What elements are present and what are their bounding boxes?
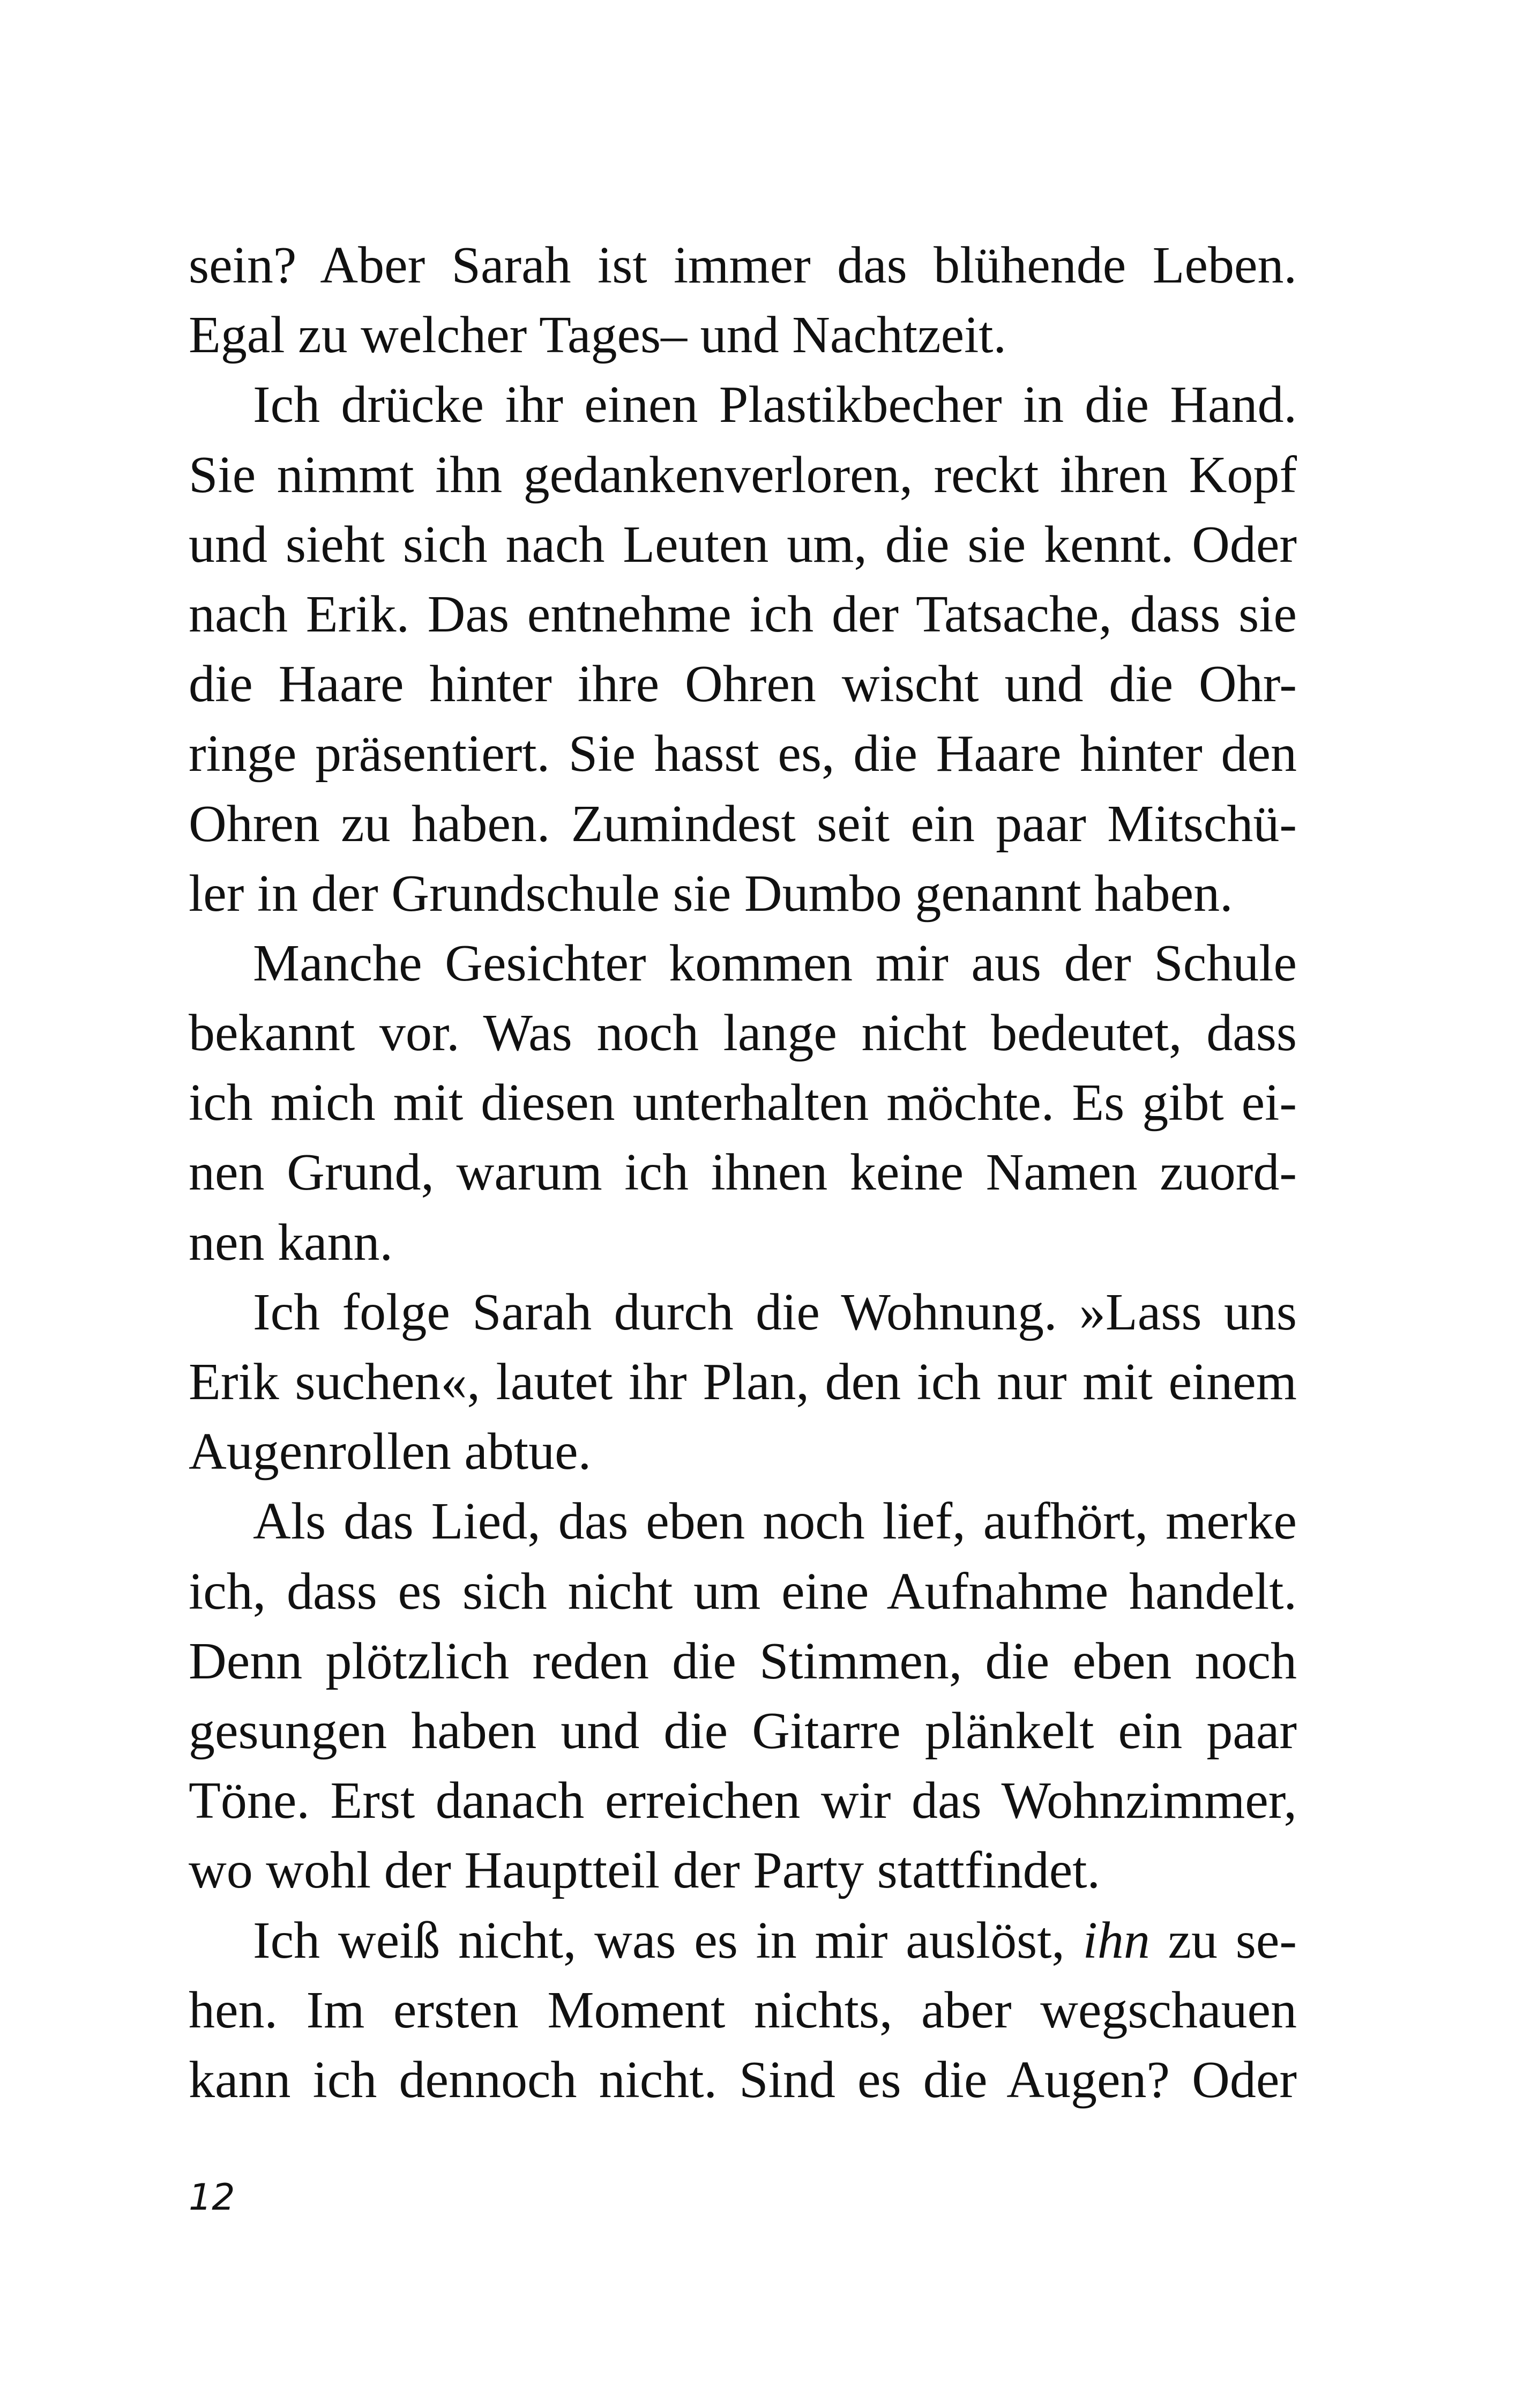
text-line: hen. Im ersten Moment nichts, aber wegschauen bbox=[189, 1981, 1297, 2039]
text-fragment: Ich weiß nicht, was es in mir auslöst, bbox=[253, 1911, 1083, 1969]
text-line: Denn plötzlich reden die Stimmen, die eben noch bbox=[189, 1632, 1297, 1690]
text-line: sein? Aber Sarah ist immer das blühende Leben. bbox=[189, 236, 1297, 294]
text-line: die Haare hinter ihre Ohren wischt und die Ohr- bbox=[189, 655, 1297, 714]
text-line: kann ich dennoch nicht. Sind es die Augen? Oder bbox=[189, 2050, 1297, 2109]
text-line: Egal zu welcher Tages– und Nachtzeit. bbox=[189, 306, 1007, 365]
text-line: ringe präsentiert. Sie hasst es, die Haare hinter den bbox=[189, 725, 1297, 783]
text-line: ler in der Grundschule sie Dumbo genannt haben. bbox=[189, 864, 1233, 923]
page-number: 12 bbox=[189, 2176, 235, 2219]
text-line: wo wohl der Hauptteil der Party stattfindet. bbox=[189, 1841, 1100, 1900]
body-text bbox=[189, 231, 1297, 2115]
text-line: nach Erik. Das entnehme ich der Tatsache, dass sie bbox=[189, 585, 1297, 643]
text-line: Augenrollen abtue. bbox=[189, 1423, 592, 1481]
text-line: Manche Gesichter kommen mir aus der Schule bbox=[253, 934, 1297, 992]
text-line: ich, dass es sich nicht um eine Aufnahme handelt. bbox=[189, 1562, 1297, 1621]
text-line: Ohren zu haben. Zumindest seit ein paar Mitschü- bbox=[189, 794, 1297, 853]
text-line: gesungen haben und die Gitarre plänkelt ein paar bbox=[189, 1701, 1297, 1760]
text-line: Als das Lied, das eben noch lief, aufhört, merke bbox=[253, 1492, 1297, 1551]
text-line: ich mich mit diesen unterhalten möchte. Es gibt ei- bbox=[189, 1074, 1297, 1132]
text-line: Erik suchen«, lautet ihr Plan, den ich nur mit einem bbox=[189, 1353, 1297, 1411]
text-line: nen kann. bbox=[189, 1213, 393, 1272]
text-line: bekannt vor. Was noch lange nicht bedeutet, dass bbox=[189, 1004, 1297, 1062]
text-line bbox=[189, 1906, 1297, 1975]
text-line: Ich drücke ihr einen Plastikbecher in die Hand. bbox=[253, 376, 1297, 434]
text-line: Sie nimmt ihn gedankenverloren, reckt ihren Kopf bbox=[189, 445, 1297, 504]
text-line: und sieht sich nach Leuten um, die sie kennt. Oder bbox=[189, 515, 1297, 574]
text-line: Töne. Erst danach erreichen wir das Wohnzimmer, bbox=[189, 1772, 1297, 1830]
text-line: Ich folge Sarah durch die Wohnung. »Lass uns bbox=[253, 1283, 1297, 1341]
emphasized-word: ihn bbox=[1082, 1911, 1150, 1969]
text-line: nen Grund, warum ich ihnen keine Namen zuord- bbox=[189, 1143, 1297, 1202]
text-fragment: zu se- bbox=[1149, 1911, 1297, 1969]
